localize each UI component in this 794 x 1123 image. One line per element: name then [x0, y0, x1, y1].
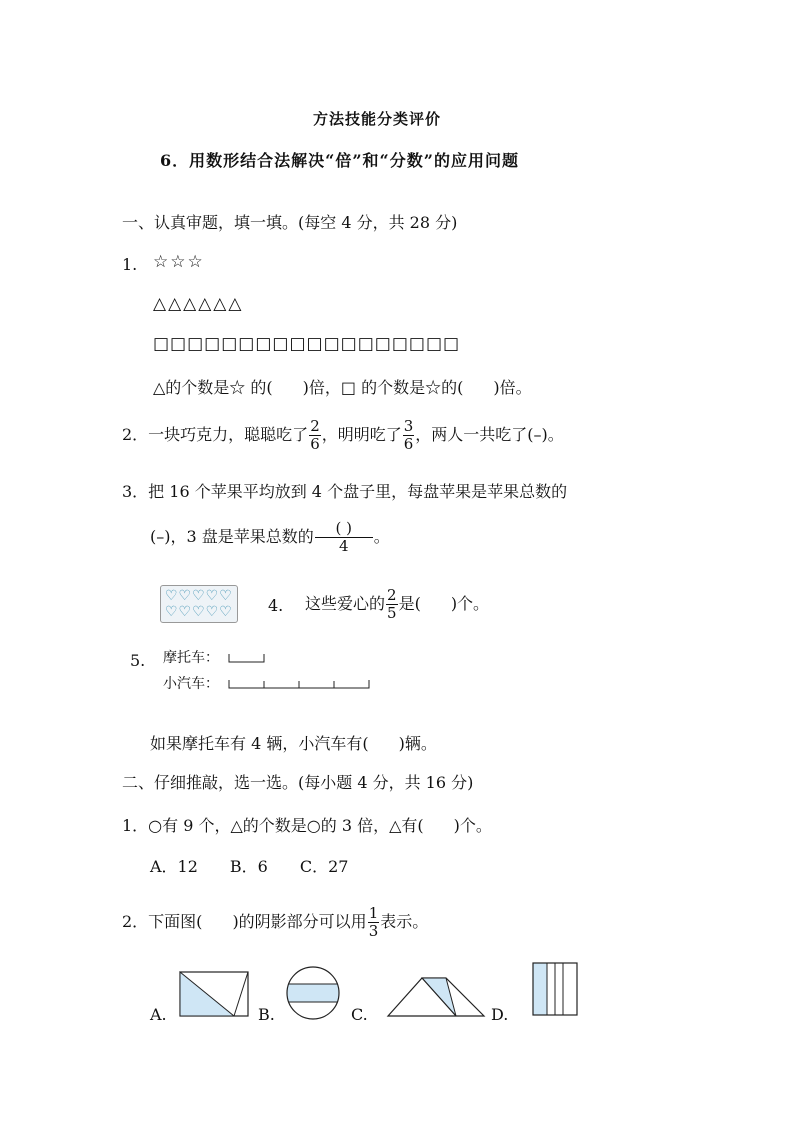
- s2-q2-text-c: 表示。: [380, 912, 429, 931]
- q1-number: 1.: [122, 255, 138, 274]
- q4-text-a: 这些爱心的: [305, 594, 386, 613]
- q5-question: [150, 733, 437, 755]
- q5-text-b: )辆。: [398, 734, 437, 753]
- fraction-numerator: 2: [387, 586, 397, 604]
- q4-text-b: 是(: [398, 594, 421, 613]
- figure-c: [386, 975, 486, 1019]
- figure-a: [178, 970, 250, 1018]
- s2-q2-text-a: 2．下面图(: [122, 912, 203, 931]
- q1-text-b: )倍，□ 的个数是☆的(: [302, 378, 464, 397]
- section1-heading: 一、认真审题，填一填。(每空 4 分，共 28 分): [122, 213, 458, 232]
- figure-b-shaded: [284, 984, 342, 1002]
- page-subtitle: 6．用数形结合法解决“倍”和“分数”的应用问题: [160, 151, 519, 170]
- fraction-numerator: ( ): [315, 520, 373, 538]
- label-car: 小汽车：: [163, 676, 219, 692]
- q1-text-a: △的个数是☆ 的(: [153, 378, 273, 397]
- hearts-row: ♡♡♡♡♡: [165, 588, 233, 604]
- q4-number: 4.: [268, 596, 284, 615]
- figure-d: [530, 960, 580, 1018]
- q3-text-a: (–)，3 盘是苹果总数的: [150, 527, 314, 546]
- q2-question: [122, 418, 564, 453]
- q3-line1: 3．把 16 个苹果平均放到 4 个盘子里，每盘苹果是苹果总数的: [122, 482, 568, 501]
- stars-row: ☆☆☆: [153, 252, 205, 272]
- fraction-denominator: 5: [387, 604, 397, 622]
- fraction: [368, 905, 380, 940]
- q1-text-c: )倍。: [493, 378, 532, 397]
- s2-q2-question: [122, 905, 428, 940]
- section2-heading: 二、仔细推敲，选一选。(每小题 4 分，共 16 分): [122, 773, 474, 792]
- q3-text-b: 。: [373, 527, 390, 546]
- s2-q1-options: A．12 B．6 C．27: [150, 857, 349, 876]
- q4-question: [305, 587, 489, 622]
- fraction-denominator: 4: [338, 537, 349, 555]
- s2-q1-text-b: )个。: [453, 816, 492, 835]
- fraction-denominator: 6: [310, 435, 320, 453]
- q5-text-a: 如果摩托车有 4 辆，小汽车有(: [150, 734, 369, 753]
- fraction-numerator: 3: [403, 417, 414, 435]
- fraction: [386, 587, 398, 622]
- option-c-label: C.: [351, 1005, 368, 1024]
- fraction-denominator: 6: [403, 435, 414, 453]
- option-d-label: D.: [491, 1005, 509, 1024]
- label-motorcycle: 摩托车：: [163, 650, 219, 666]
- option-b-label: B.: [258, 1005, 275, 1024]
- fraction: [403, 418, 415, 453]
- squares-row: □□□□□□□□□□□□□□□□□□: [153, 334, 461, 354]
- fraction: [315, 520, 373, 555]
- q5-number: 5.: [130, 651, 146, 670]
- bar-diagram: [226, 650, 376, 690]
- q2-text-c: ，两人一共吃了(–)。: [415, 425, 564, 444]
- q2-text-b: ，明明吃了: [321, 425, 402, 444]
- figure-b: [284, 965, 342, 1021]
- fraction-numerator: 2: [310, 417, 320, 435]
- triangles-row: △△△△△△: [153, 294, 244, 314]
- q1-question: [153, 377, 532, 399]
- option-a-label: A.: [150, 1005, 167, 1024]
- s2-q2-text-b: )的阴影部分可以用: [232, 912, 367, 931]
- page-title: 方法技能分类评价: [313, 110, 442, 128]
- hearts-row: ♡♡♡♡♡: [165, 604, 233, 620]
- fraction-denominator: 3: [368, 922, 379, 940]
- figure-d-shaded: [533, 963, 547, 1015]
- s2-q1-text-a: 1．○有 9 个，△的个数是○的 3 倍，△有(: [122, 816, 424, 835]
- q2-text-a: 2．一块巧克力，聪聪吃了: [122, 425, 309, 444]
- fraction: [309, 418, 321, 453]
- hearts-picture: [160, 585, 238, 623]
- q3-line2: [150, 520, 390, 555]
- q4-text-c: )个。: [450, 594, 490, 613]
- motorcycle-bar: [229, 654, 264, 662]
- s2-q1-question: [122, 815, 492, 837]
- fraction-numerator: 1: [368, 904, 379, 922]
